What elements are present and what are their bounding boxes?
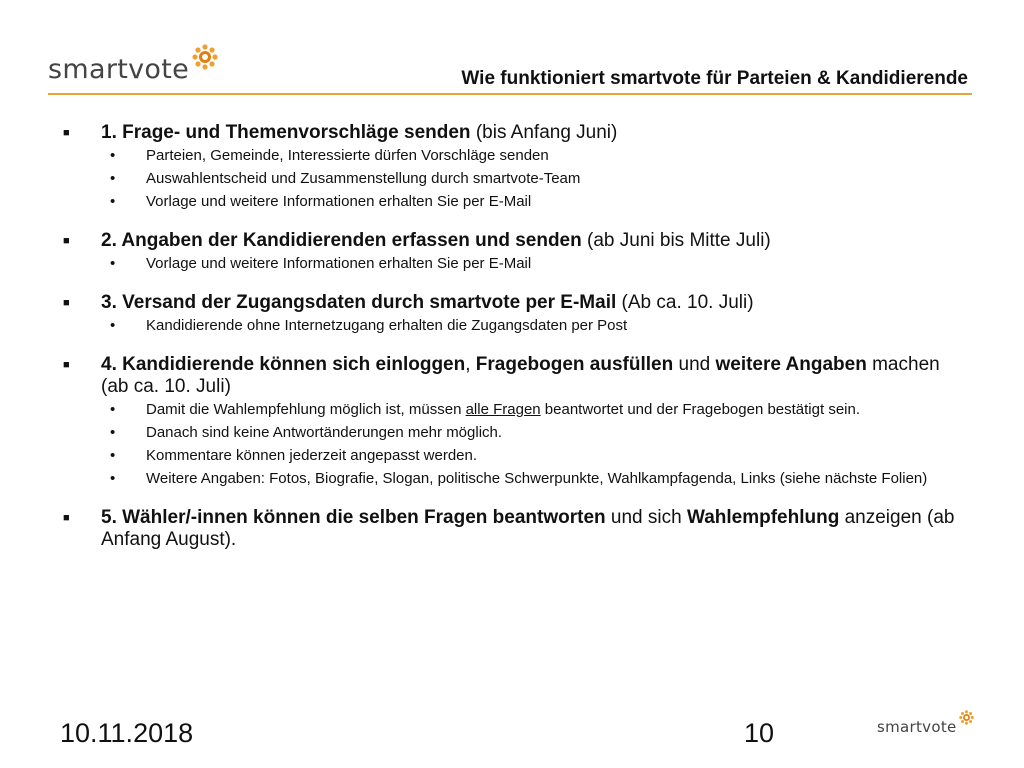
text-run: (ab Juni bis Mitte Juli) <box>581 230 771 251</box>
sub-bullet-list <box>62 147 972 210</box>
text-run: machen (ab ca. 10. Juli) <box>101 354 940 397</box>
text-run: Weitere Angaben: Fotos, Biografie, Slogan, politische Schwerpunkte, Wahlkampfagenda, Links (siehe nächste Folien) <box>146 470 928 487</box>
slide-content <box>62 122 972 571</box>
main-bullet <box>62 507 972 551</box>
text-run: Danach sind keine Antwortänderungen mehr möglich. <box>146 424 503 441</box>
text-run: Parteien, Gemeinde, Interessierte dürfen Vorschläge senden <box>146 147 549 164</box>
text-run: (bis Anfang Juni) <box>470 122 618 143</box>
text-run: Wahlempfehlung <box>686 507 840 528</box>
main-bullet-text <box>101 292 754 314</box>
main-bullet-text <box>101 230 771 252</box>
sub-bullet <box>110 255 972 272</box>
main-bullet <box>62 122 972 144</box>
dot-bullet-icon: • <box>110 447 116 464</box>
logo-top <box>48 44 218 83</box>
dot-bullet-icon: • <box>110 147 116 164</box>
sub-bullet <box>110 470 972 487</box>
sub-bullet <box>110 147 972 164</box>
sub-bullet <box>110 170 972 187</box>
main-bullet <box>62 354 972 398</box>
sub-bullet-text <box>146 447 477 464</box>
slide-title: Wie funktioniert smartvote für Parteien & Kandidierende <box>461 68 968 89</box>
text-run: Auswahlentscheid und Zusammenstellung durch smartvote-Team <box>146 170 581 187</box>
sub-bullet-list <box>62 255 972 272</box>
text-run: beantwortet und der Fragebogen bestätigt sein. <box>540 401 861 418</box>
text-run: , <box>465 354 476 375</box>
text-run: weitere Angaben <box>715 354 867 375</box>
dot-bullet-icon: • <box>110 193 116 210</box>
sub-bullet-text <box>146 255 531 272</box>
text-run: Vorlage und weitere Informationen erhalten Sie per E-Mail <box>146 255 532 272</box>
sub-bullet-text <box>146 424 502 441</box>
logo-bottom <box>877 710 974 735</box>
footer-logo-wordmark: smartvote <box>877 718 957 736</box>
sub-bullet-text <box>146 193 531 210</box>
text-run: Fragebogen ausfüllen <box>475 354 674 375</box>
text-run: Vorlage und weitere Informationen erhalten Sie per E-Mail <box>146 193 532 210</box>
logo-wordmark: smartvote <box>48 54 189 85</box>
dot-bullet-icon: • <box>110 317 116 334</box>
footer-date: 10.11.2018 <box>60 718 194 748</box>
dot-bullet-icon: • <box>110 170 116 187</box>
main-bullet <box>62 292 972 314</box>
text-run: 2. Angaben der Kandidierenden erfassen und senden <box>101 230 582 251</box>
main-bullet-text <box>101 122 617 144</box>
square-bullet-icon: ■ <box>63 235 70 247</box>
sub-bullet <box>110 401 972 418</box>
page-number: 10 <box>744 718 775 748</box>
text-run: 5. Wähler/-innen können die selben Fragen beantworten <box>101 507 606 528</box>
smartvote-sun-icon <box>959 710 974 730</box>
dot-bullet-icon: • <box>110 424 116 441</box>
square-bullet-icon: ■ <box>63 297 70 309</box>
smartvote-sun-icon <box>192 44 218 75</box>
sub-bullet <box>110 424 972 441</box>
sub-bullet-text <box>146 147 549 164</box>
square-bullet-icon: ■ <box>63 127 70 139</box>
header-divider <box>48 93 972 95</box>
dot-bullet-icon: • <box>110 401 116 418</box>
square-bullet-icon: ■ <box>63 512 70 524</box>
text-run: und sich <box>605 507 687 528</box>
sub-bullet-text <box>146 401 860 418</box>
text-run: Kommentare können jederzeit angepasst werden. <box>146 447 478 464</box>
sub-bullet-text <box>146 170 580 187</box>
sub-bullet-list <box>62 317 972 334</box>
text-run: Kandidierende ohne Internetzugang erhalten die Zugangsdaten per Post <box>146 317 628 334</box>
sub-bullet <box>110 447 972 464</box>
sub-bullet-list <box>62 401 972 487</box>
sub-bullet <box>110 317 972 334</box>
dot-bullet-icon: • <box>110 255 116 272</box>
text-run: 1. Frage- und Themenvorschläge senden <box>101 122 471 143</box>
bullet-section <box>62 122 972 210</box>
text-run: und <box>673 354 716 375</box>
square-bullet-icon: ■ <box>63 359 70 371</box>
text-run: alle Fragen <box>465 401 541 418</box>
text-run: anzeigen (ab Anfang August). <box>101 507 955 550</box>
bullet-section <box>62 230 972 272</box>
text-run: Damit die Wahlempfehlung möglich ist, müssen <box>146 401 466 418</box>
main-bullet-text <box>101 507 972 551</box>
bullet-section <box>62 354 972 487</box>
sub-bullet <box>110 193 972 210</box>
dot-bullet-icon: • <box>110 470 116 487</box>
text-run: (Ab ca. 10. Juli) <box>616 292 754 313</box>
sub-bullet-text <box>146 470 927 487</box>
main-bullet-text <box>101 354 972 398</box>
text-run: 4. Kandidierende können sich einloggen <box>101 354 466 375</box>
main-bullet <box>62 230 972 252</box>
bullet-section <box>62 292 972 334</box>
sub-bullet-text <box>146 317 627 334</box>
text-run: 3. Versand der Zugangsdaten durch smartvote per E-Mail <box>101 292 617 313</box>
bullet-section <box>62 507 972 551</box>
